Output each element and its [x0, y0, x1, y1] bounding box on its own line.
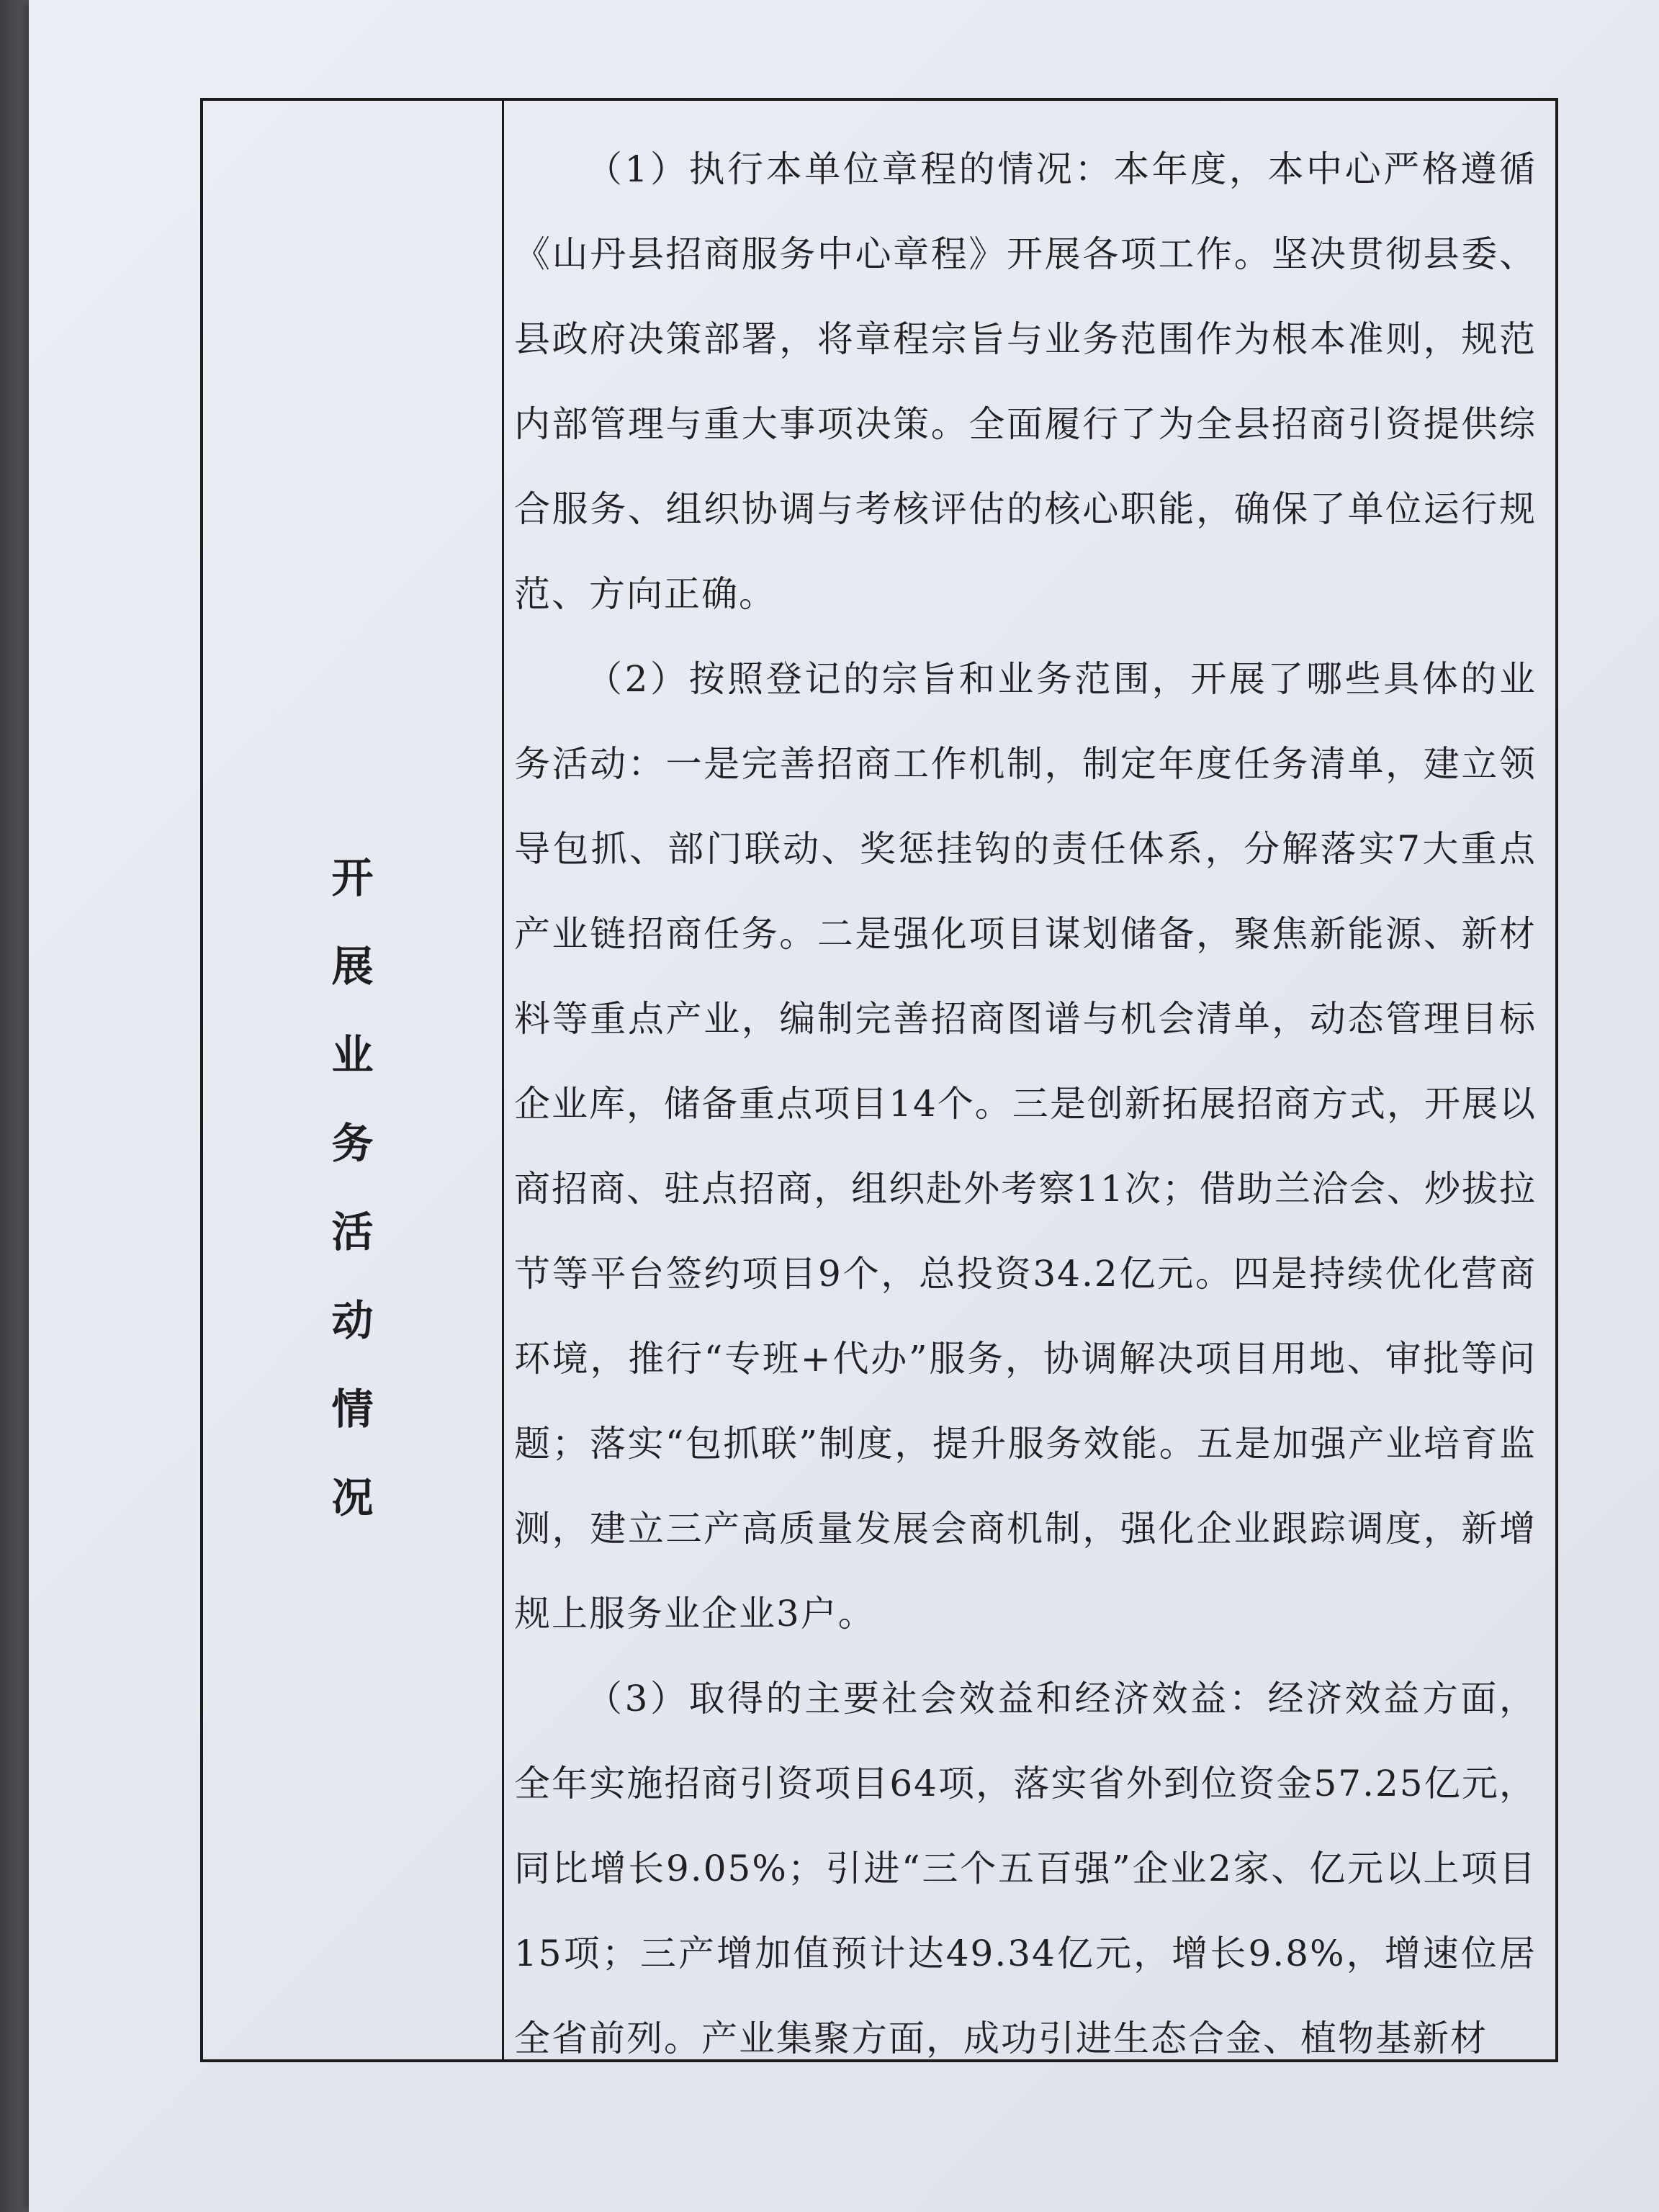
- content-cell: [504, 101, 1555, 2059]
- paper-sheet: [29, 0, 1659, 2212]
- content-body: [514, 127, 1537, 2059]
- label-char: 情: [331, 1385, 374, 1434]
- paragraph-activities: （2）按照登记的宗旨和业务范围，开展了哪些具体的业务活动：一是完善招商工作机制，制定年度任务清单，建立领导包抓、部门联动、奖惩挂钩的责任体系，分解落实7大重点产业链招商任务。二是强化项目谋划储备，聚焦新能源、新材料等重点产业，编制完善招商图谱与机会清单，动态管理目标企业库，储备重点项目14个。三是创新拓展招商方式，开展以商招商、驻点招商，组织赴外考察11次；借助兰洽会、炒拔拉节等平台签约项目9个，总投资34.2亿元。四是持续优化营商环境，推行“专班+代办”服务，协调解决项目用地、审批等问题；落实“包抓联”制度，提升服务效能。五是加强产业培育监测，建立三产高质量发展会商机制，强化企业跟踪调度，新增规上服务业企业3户。: [514, 658, 1537, 1635]
- paragraph-benefits: （3）取得的主要社会效益和经济效益：经济效益方面，全年实施招商引资项目64项，落实省外到位资金57.25亿元，同比增长9.05%；引进“三个五百强”企业2家、亿元以上项目15项；三产增加值预计达49.34亿元，增长9.8%，增速位居全省前列。产业集聚方面，成功引进生态合金、植物基新材: [514, 1678, 1537, 2059]
- label-char: 活: [331, 1208, 374, 1256]
- label-char: 务: [331, 1119, 374, 1168]
- label-char: 况: [331, 1473, 374, 1522]
- report-table: [200, 98, 1558, 2062]
- label-cell: [203, 101, 504, 2059]
- background-surface: [0, 0, 32, 2212]
- paragraph-charter: （1）执行本单位章程的情况：本年度，本中心严格遵循《山丹县招商服务中心章程》开展各项工作。坚决贯彻县委、县政府决策部署，将章程宗旨与业务范围作为根本准则，规范内部管理与重大事项决策。全面履行了为全县招商引资提供综合服务、组织协调与考核评估的核心职能，确保了单位运行规范、方向正确。: [514, 148, 1537, 615]
- label-char: 开: [331, 853, 374, 902]
- label-char: 动: [331, 1296, 374, 1345]
- label-char: 展: [331, 942, 374, 991]
- label-char: 业: [331, 1030, 374, 1079]
- row-label: [203, 834, 502, 1542]
